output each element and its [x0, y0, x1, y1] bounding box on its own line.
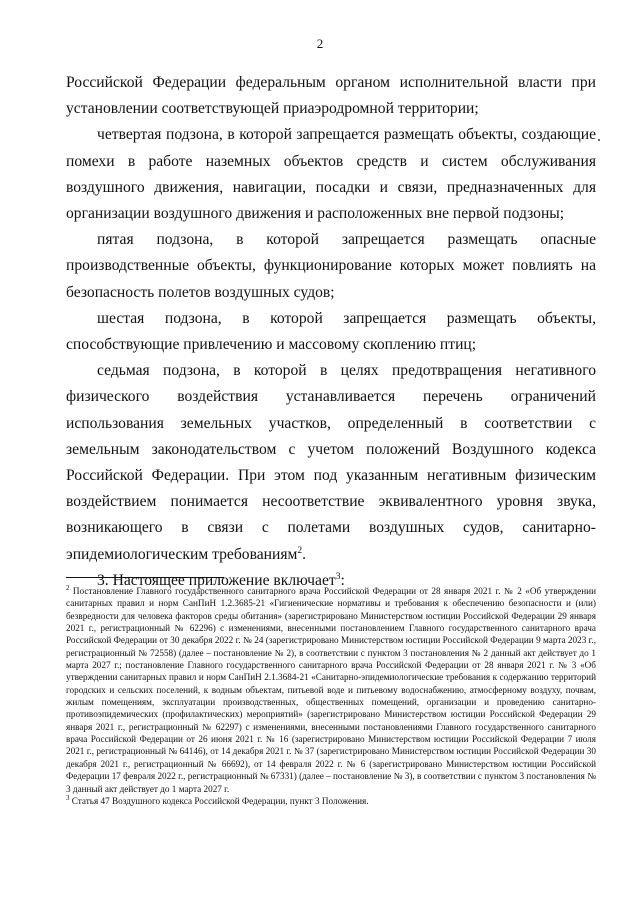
paragraph-text: 3. Настоящее приложение включает — [97, 571, 336, 589]
paragraph-tail: . — [302, 545, 307, 563]
footnote-3 — [66, 795, 596, 807]
paragraph-text: Российской Федерации федеральным органом исполнительной власти при установлении соответствующей приаэродромной территории; — [66, 74, 596, 118]
paragraph-text: седьмая подзона, в которой в целях предотвращения негативного физического воздействия устанавливается перечень ограничений использования земельных участков, определенный в соответствии с земельным законодательством с учетом положений Воздушного кодекса Российской Федерации. При этом под указанным негативным физическим воздействием понимается несоответствие эквивалентного уровня звука, возникающего в связи с полетами воздушных судов, санитарно-эпидемиологическим требованиям — [66, 362, 596, 563]
paragraph-text: четвертая подзона, в которой запрещается размещать объекты, создающие помехи в работе наземных объектов средств и систем обслуживания воздушного движения, навигации, посадки и связи, предназначенных для организации воздушного движения и расположенных вне первой подзоны; — [66, 126, 596, 223]
scan-speck — [598, 139, 600, 141]
body-text — [66, 70, 596, 594]
paragraph-subzone-6 — [66, 306, 596, 358]
paragraph-text: шестая подзона, в которой запрещается размещать объекты, способствующие привлечению и массовому скоплению птиц; — [66, 309, 596, 354]
footnote-separator — [66, 577, 224, 578]
footnote-text: Статья 47 Воздушного кодекса Российской Федерации, пункт 3 Положения. — [69, 795, 369, 806]
paragraph-subzone-5 — [66, 227, 596, 306]
paragraph-tail: : — [340, 571, 345, 589]
paragraph-continuation — [66, 70, 596, 122]
paragraph-subzone-4 — [66, 122, 596, 227]
footnote-reference: 2 — [297, 545, 303, 556]
footnote-reference: 3 — [335, 571, 341, 582]
paragraph-text: пятая подзона, в которой запрещается размещать опасные производственные объекты, функционирование которых может повлиять на безопасность полетов воздушных судов; — [66, 231, 596, 301]
paragraph-subzone-7 — [66, 358, 596, 568]
footnotes — [66, 585, 596, 807]
footnote-mark: 2 — [66, 583, 70, 592]
footnote-mark: 3 — [66, 793, 70, 802]
footnote-text: Постановление Главного государственного санитарного врача Российской Федерации от 28 января 2021 г. № 2 «Об утверждении санитарных правил и норм СанПиН 1.2.3685-21 «Гигиенические нормативы и требования к обеспечению безопасности и (или) безвредности для человека факторов среды обитания» (зарегистрировано Министерством юстиции Российской Федерации 29 января 2021 г., регистрационный № 62296) с изменениями, внесенными постановлением Главного государственного санитарного врача Российской Федерации от 30 декабря 2022 г. № 24 (зарегистрировано Министерством юстиции Российской Федерации 9 марта 2023 г., регистрационный № 72558) (далее – постановление № 2), в соответствии с пунктом 3 постановления № 2 данный акт действует до 1 марта 2027 г.; постановление Главного государственного санитарного врача Российской Федерации от 28 января 2021 г. № 3 «Об утверждении санитарных правил и норм СанПиН 2.1.3684-21 «Санитарно-эпидемиологические требования к содержанию территорий городских и сельских поселений, к водным объектам, питьевой воде и питьевому водоснабжению, атмосферному воздуху, почвам, жилым помещениям, эксплуатации производственных, общественных помещений, организации и проведению санитарно-противоэпидемических (профилактических) мероприятий» (зарегистрировано Министерством юстиции Российской Федерации 29 января 2021 г., регистрационный № 62297) с изменениями, внесенными постановлениями Главного государственного санитарного врача Российской Федерации от 26 июня 2021 г. № 16 (зарегистрировано Министерством юстиции Российской Федерации 7 июля 2021 г., регистрационный № 64146), от 14 декабря 2021 г. № 37 (зарегистрировано Министерством юстиции Российской Федерации 30 декабря 2021 г., регистрационный № 66692), от 14 февраля 2022 г. № 6 (зарегистрировано Министерством юстиции Российской Федерации 17 февраля 2022 г., регистрационный № 67331) (далее – постановление № 3), в соответствии с пунктом 3 постановления № 3 данный акт действует до 1 марта 2027 г. — [66, 586, 596, 794]
footnote-2 — [66, 585, 596, 795]
page-number: 2 — [316, 36, 324, 51]
